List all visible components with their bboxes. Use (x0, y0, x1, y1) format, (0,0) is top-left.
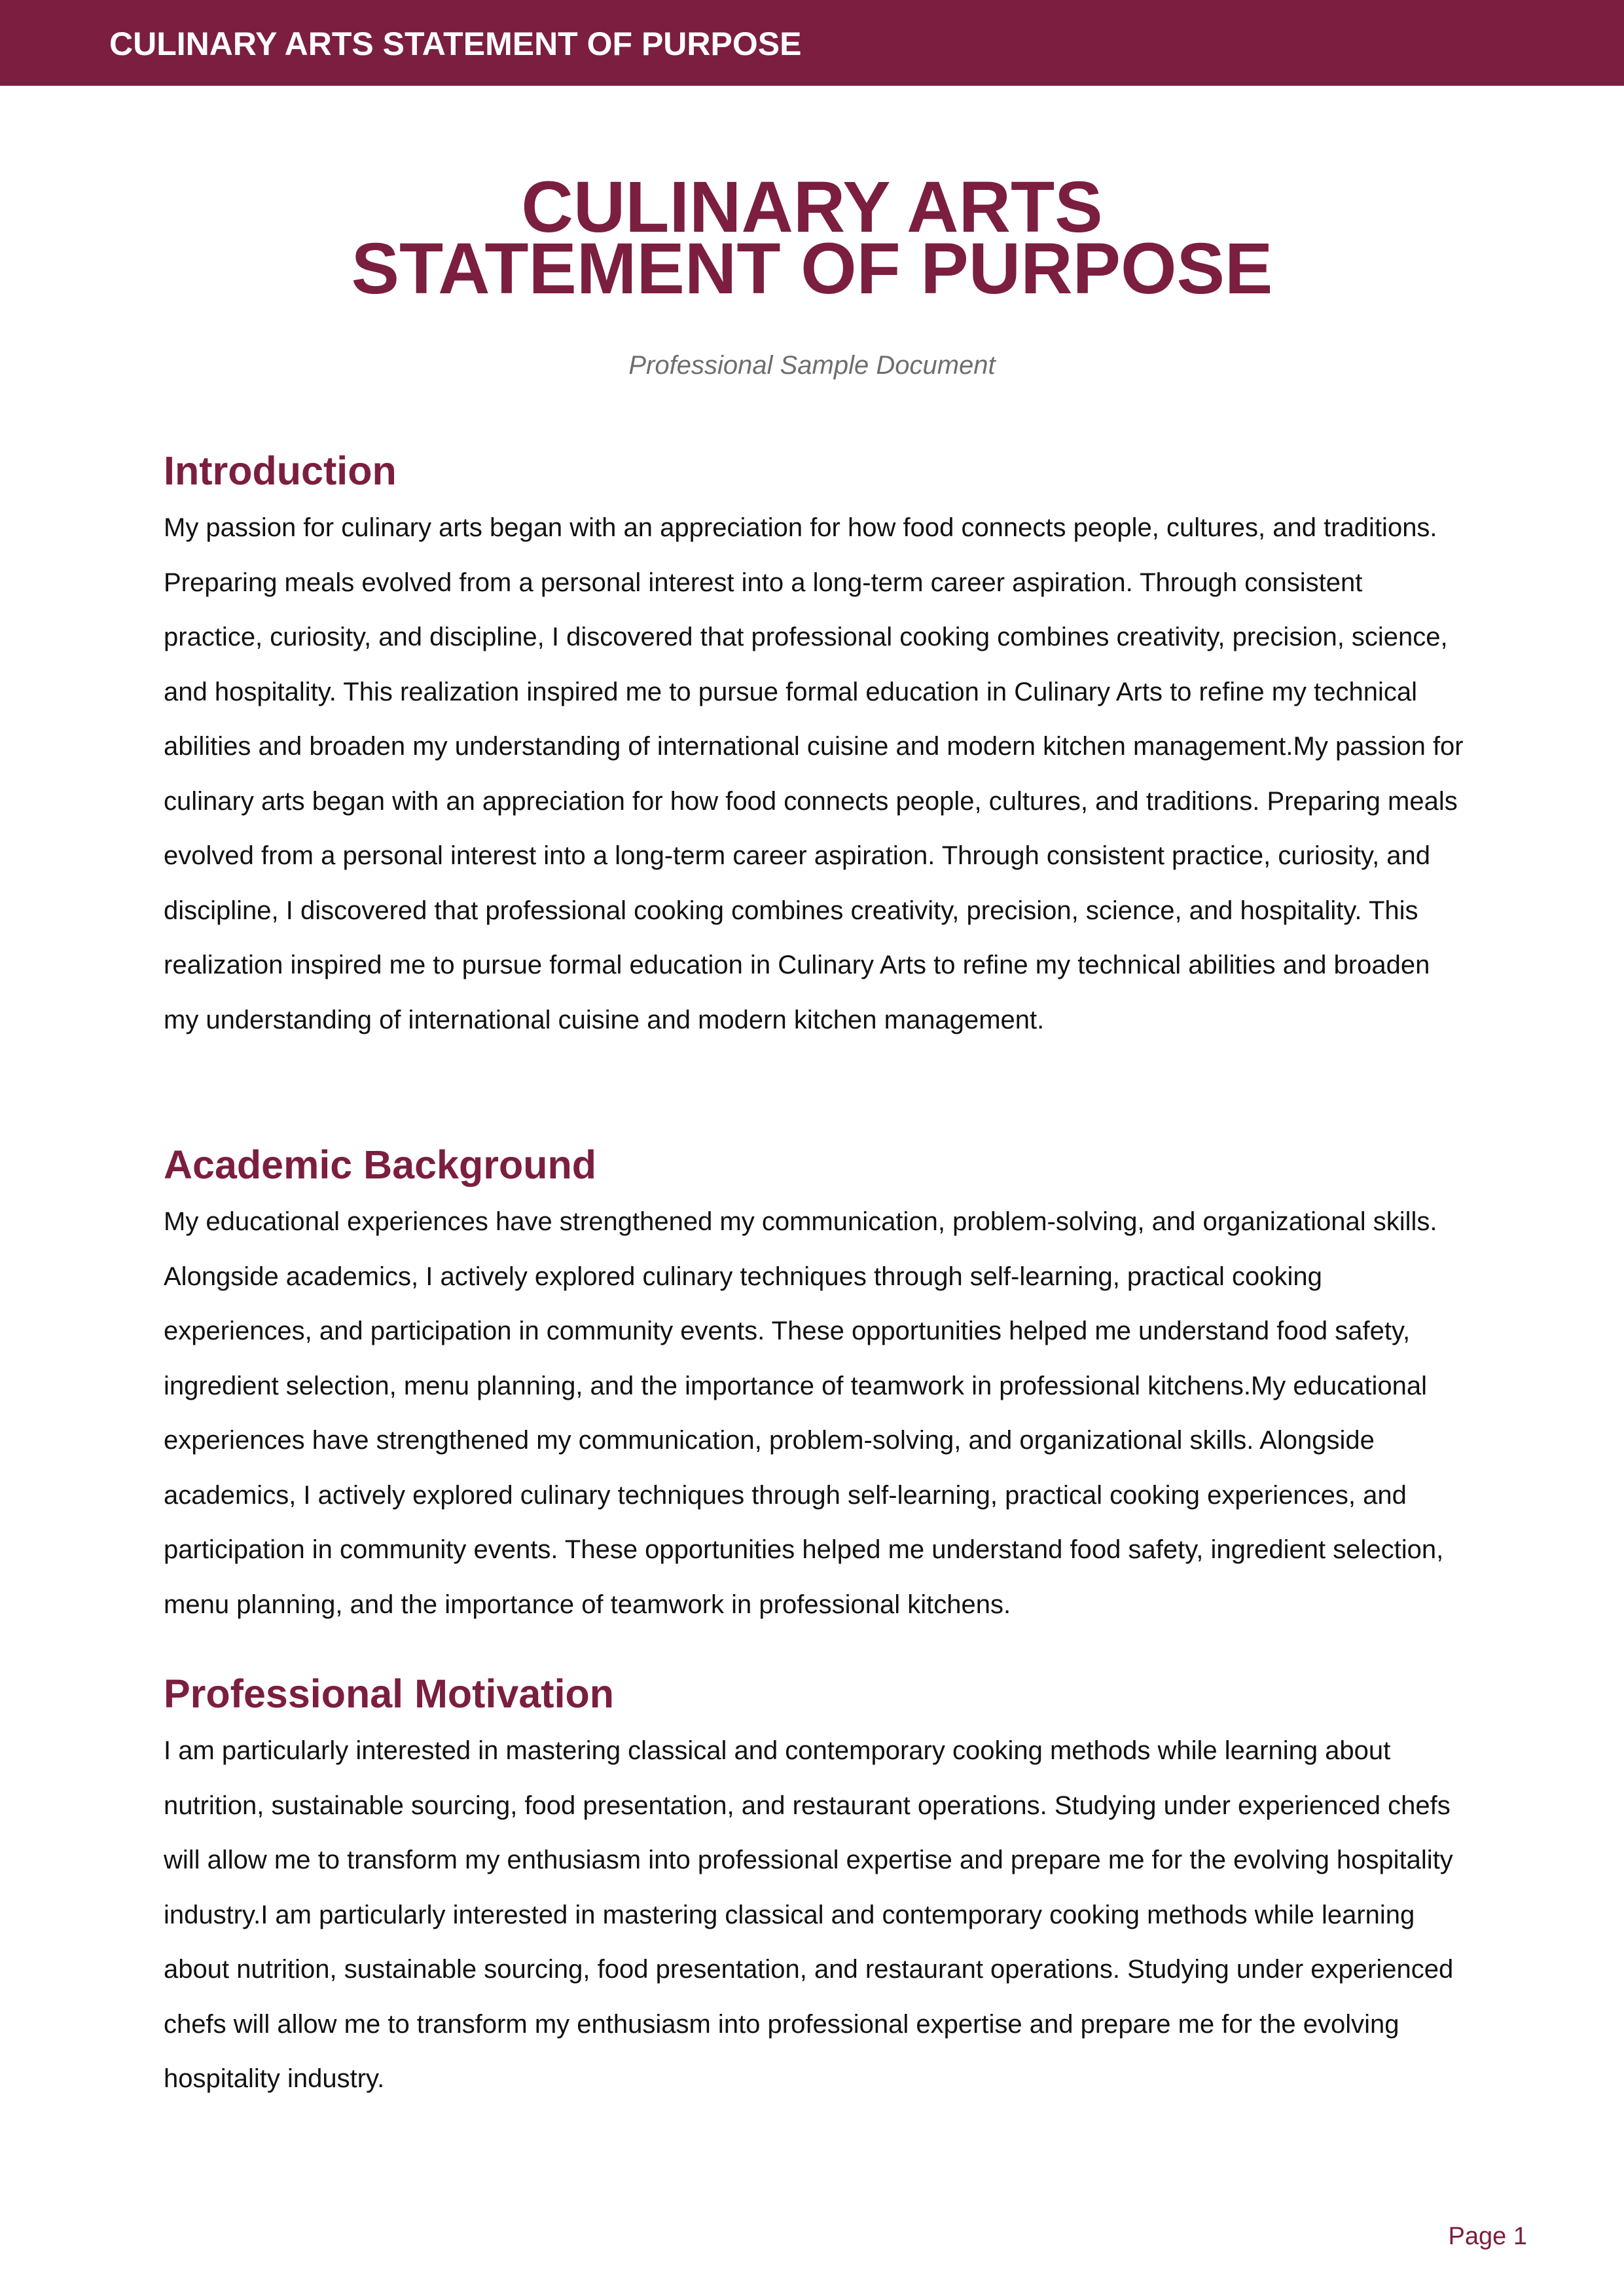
header-bar (0, 0, 1624, 86)
section-heading-academic-background: Academic Background (164, 1142, 597, 1187)
document-subtitle: Professional Sample Document (628, 351, 996, 380)
section-body-professional-motivation: I am particularly interested in mastering classical and contemporary cooking methods while learning about nutrition, sustainable sourcing, food presentation, and restaurant operations. Studying under experienced chefs will allow me to transform my enthusiasm into professional expertise and prepare me for the evolving hospitality industry.I am particularly interested in mastering classical and contemporary cooking methods while learning about nutrition, sustainable sourcing, food presentation, and restaurant operations. Studying under experienced chefs will allow me to transform my enthusiasm into professional expertise and prepare me for the evolving hospitality industry. (164, 1736, 1454, 2093)
running-title: CULINARY ARTS STATEMENT OF PURPOSE (109, 26, 802, 62)
document-title (0, 167, 1624, 309)
page-number: Page 1 (1448, 2223, 1527, 2250)
section-body-academic-background: My educational experiences have strengthened my communication, problem-solving, and organizational skills. Alongside academics, I actively explored culinary techniques through self-learning, practical cooking experiences, and participation in community events. These opportunities helped me understand food safety, ingredient selection, menu planning, and the importance of teamwork in professional kitchens.My educational experiences have strengthened my communication, problem-solving, and organizational skills. Alongside academics, I actively explored culinary techniques through self-learning, practical cooking experiences, and participation in community events. These opportunities helped me understand food safety, ingredient selection, menu planning, and the importance of teamwork in professional kitchens. (164, 1207, 1444, 1619)
section-heading-professional-motivation: Professional Motivation (164, 1671, 615, 1716)
section-body-introduction: My passion for culinary arts began with an appreciation for how food connects people, cultures, and traditions. Preparing meals evolved from a personal interest into a long-term career aspiration. Through consistent practice, curiosity, and discipline, I discovered that professional cooking combines creativity, precision, science, and hospitality. This realization inspired me to pursue formal education in Culinary Arts to refine my technical abilities and broaden my understanding of international cuisine and modern kitchen management.My passion for culinary arts began with an appreciation for how food connects people, cultures, and traditions. Preparing meals evolved from a personal interest into a long-term career aspiration. Through consistent practice, curiosity, and discipline, I discovered that professional cooking combines creativity, precision, science, and hospitality. This realization inspired me to pursue formal education in Culinary Arts to refine my technical abilities and broaden my understanding of international cuisine and modern kitchen management. (164, 513, 1464, 1034)
section-heading-introduction: Introduction (164, 448, 397, 493)
document-title-line-2: STATEMENT OF PURPOSE (351, 228, 1273, 309)
document-title-line-1: CULINARY ARTS (521, 167, 1103, 247)
